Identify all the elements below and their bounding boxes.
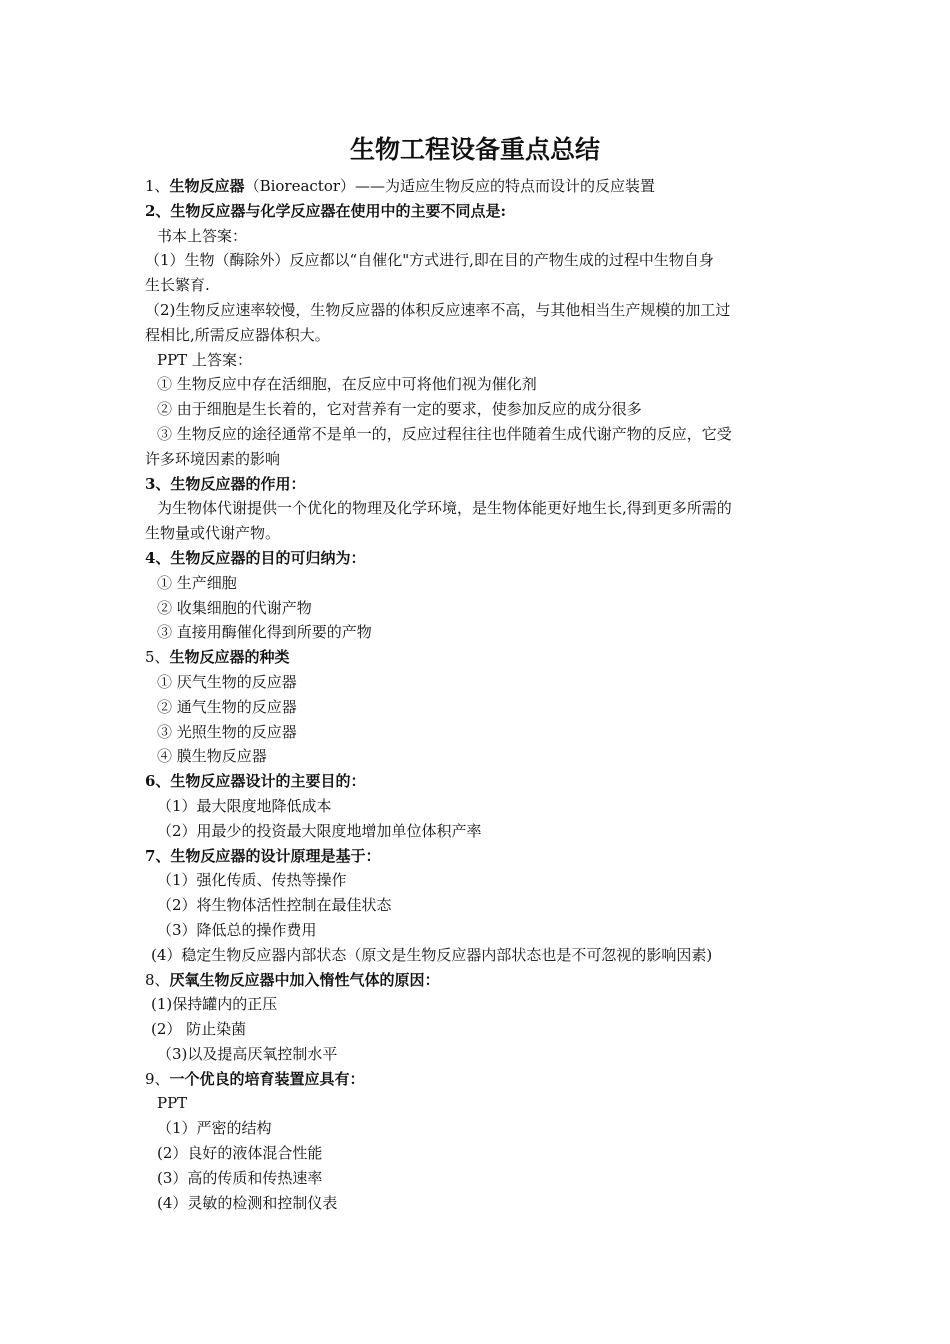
ppt-label: PPT bbox=[157, 1094, 188, 1113]
list-item: ④ 膜生物反应器 bbox=[157, 747, 267, 766]
item-number: 8、 bbox=[145, 970, 170, 989]
paragraph-line: 许多环境因素的影响 bbox=[145, 449, 281, 468]
list-item: ② 通气生物的反应器 bbox=[157, 697, 297, 716]
heading-7: 7、生物反应器的设计原理是基于： bbox=[145, 846, 381, 865]
list-item: （3)以及提高厌氧控制水平 bbox=[157, 1044, 338, 1063]
list-item: (2）良好的液体混合性能 bbox=[157, 1144, 323, 1163]
list-item: (3）高的传质和传热速率 bbox=[157, 1168, 323, 1187]
list-item: (4）稳定生物反应器内部状态（原文是生物反应器内部状态也是不可忽视的影响因素) bbox=[151, 945, 713, 964]
heading-2: 2、生物反应器与化学反应器在使用中的主要不同点是: bbox=[145, 201, 506, 220]
list-item: （2）将生物体活性控制在最佳状态 bbox=[157, 896, 392, 915]
list-item: ① 厌气生物的反应器 bbox=[157, 672, 297, 691]
list-item: （3）降低总的操作费用 bbox=[157, 920, 317, 939]
heading-3: 3、生物反应器的作用： bbox=[145, 474, 306, 493]
item-number: 1、 bbox=[145, 177, 170, 195]
heading-text: 厌氧生物反应器中加入惰性气体的原因： bbox=[169, 970, 440, 989]
item-1-definition bbox=[145, 174, 810, 199]
ppt-answer-label: PPT 上答案： bbox=[157, 350, 252, 369]
list-item: ③ 光照生物的反应器 bbox=[157, 722, 297, 741]
list-item: ③ 生物反应的途径通常不是单一的，反应过程往往也伴随着生成代谢产物的反应，它受 bbox=[157, 424, 732, 443]
document-body bbox=[145, 174, 810, 1215]
paragraph-line: 程相比,所需反应器体积大。 bbox=[145, 325, 330, 344]
list-item: （1）严密的结构 bbox=[157, 1119, 272, 1138]
paragraph-line: 生物量或代谢产物。 bbox=[145, 524, 281, 543]
list-item: （2）用最少的投资最大限度地增加单位体积产率 bbox=[157, 821, 482, 840]
list-item: （1）强化传质、传热等操作 bbox=[157, 871, 347, 890]
list-item: (1)保持罐内的正压 bbox=[151, 995, 278, 1014]
item-number: 9、 bbox=[145, 1069, 170, 1088]
heading-6: 6、生物反应器设计的主要目的： bbox=[145, 772, 366, 791]
list-item: ① 生物反应中存在活细胞，在反应中可将他们视为催化剂 bbox=[157, 375, 537, 394]
list-item: ③ 直接用酶催化得到所要的产物 bbox=[157, 623, 372, 642]
list-item: （1）最大限度地降低成本 bbox=[157, 796, 332, 815]
paragraph-line: （1）生物（酶除外）反应都以“自催化"方式进行,即在目的产物生成的过程中生物自身 bbox=[145, 251, 714, 270]
list-item: ① 生产细胞 bbox=[157, 573, 237, 592]
textbook-answer-label: 书本上答案： bbox=[157, 226, 248, 245]
item-number: 5、 bbox=[145, 648, 170, 667]
heading-4: 4、生物反应器的目的可归纳为： bbox=[145, 548, 366, 567]
list-item: ② 由于细胞是生长着的，它对营养有一定的要求，使参加反应的成分很多 bbox=[157, 400, 642, 419]
heading-5 bbox=[145, 645, 810, 670]
paragraph-line: （2)生物反应速率较慢，生物反应器的体积反应速率不高，与其他相当生产规模的加工过 bbox=[145, 300, 731, 319]
paragraph-line: 为生物体代谢提供一个优化的物理及化学环境，是生物体能更好地生长,得到更多所需的 bbox=[157, 499, 732, 518]
page-title: 生物工程设备重点总结 bbox=[349, 135, 600, 164]
heading-text: 生物反应器的种类 bbox=[169, 648, 290, 667]
list-item: (4）灵敏的检测和控制仪表 bbox=[157, 1193, 338, 1212]
list-item: (2） 防止染菌 bbox=[151, 1020, 247, 1039]
heading-8 bbox=[145, 968, 810, 993]
term-bioreactor: 生物反应器 bbox=[169, 177, 245, 195]
definition-text: （Bioreactor）——为适应生物反应的特点而设计的反应装置 bbox=[244, 177, 656, 195]
paragraph-line: 生长繁育. bbox=[145, 276, 210, 295]
list-item: ② 收集细胞的代谢产物 bbox=[157, 598, 312, 617]
heading-text: 一个优良的培育装置应具有： bbox=[169, 1069, 365, 1088]
heading-9 bbox=[145, 1067, 810, 1092]
